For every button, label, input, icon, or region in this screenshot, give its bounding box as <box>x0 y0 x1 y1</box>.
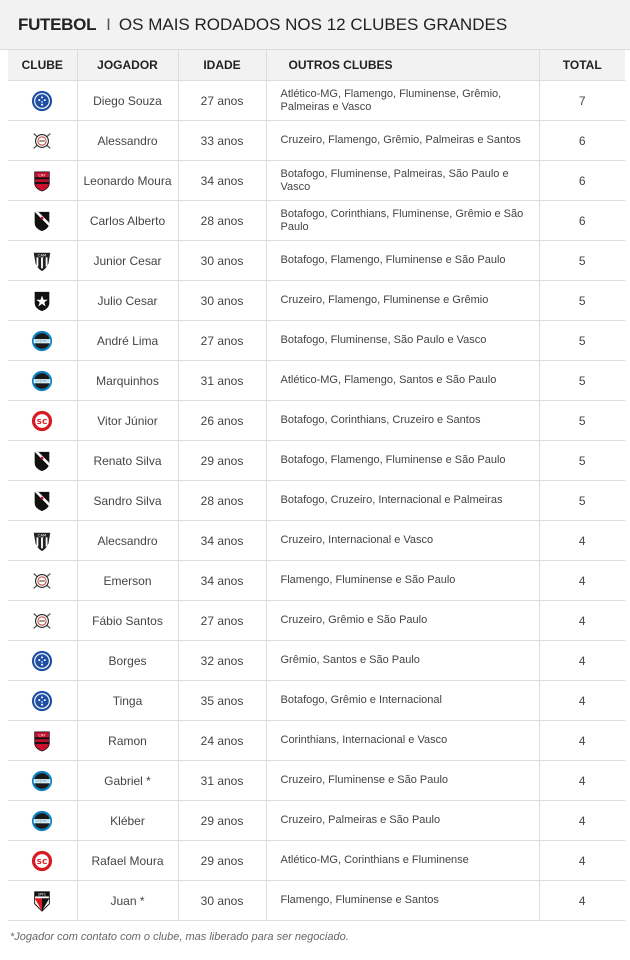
table-body <box>8 81 625 921</box>
table-row <box>8 601 625 641</box>
footnote: *Jogador com contato com o clube, mas liberado para ser negociado. <box>10 931 349 943</box>
gremio-crest-icon <box>31 330 53 352</box>
total-clubs: 4 <box>539 721 625 761</box>
column-header-player: JOGADOR <box>77 50 178 81</box>
table-row <box>8 801 625 841</box>
table-row <box>8 441 625 481</box>
player-age: 27 anos <box>178 601 266 641</box>
internacional-crest-icon <box>31 410 53 432</box>
club-cell <box>8 241 77 281</box>
club-cell <box>8 481 77 521</box>
svg-text:GRÊMIO: GRÊMIO <box>34 339 50 344</box>
gremio-crest-icon <box>31 370 53 392</box>
svg-text:CRF: CRF <box>38 732 46 737</box>
vasco-crest-icon <box>31 450 53 472</box>
club-cell <box>8 201 77 241</box>
players-table <box>8 50 625 921</box>
other-clubs: Atlético-MG, Flamengo, Fluminense, Grêmio, Palmeiras e Vasco <box>266 81 539 121</box>
total-clubs: 4 <box>539 761 625 801</box>
cruzeiro-crest-icon <box>31 90 53 112</box>
club-cell <box>8 441 77 481</box>
table-row <box>8 681 625 721</box>
club-cell <box>8 521 77 561</box>
player-age: 29 anos <box>178 841 266 881</box>
section-label: FUTEBOL <box>18 14 97 34</box>
total-clubs: 5 <box>539 361 625 401</box>
total-clubs: 5 <box>539 441 625 481</box>
player-age: 33 anos <box>178 121 266 161</box>
total-clubs: 5 <box>539 401 625 441</box>
player-name: Julio Cesar <box>77 281 178 321</box>
total-clubs: 5 <box>539 481 625 521</box>
club-cell <box>8 561 77 601</box>
gremio-crest-icon <box>31 770 53 792</box>
total-clubs: 6 <box>539 161 625 201</box>
flamengo-crest-icon <box>31 170 53 192</box>
other-clubs: Cruzeiro, Palmeiras e São Paulo <box>266 801 539 841</box>
total-clubs: 4 <box>539 881 625 921</box>
club-cell <box>8 321 77 361</box>
player-age: 34 anos <box>178 561 266 601</box>
other-clubs: Botafogo, Grêmio e Internacional <box>266 681 539 721</box>
vasco-crest-icon <box>31 210 53 232</box>
table-row <box>8 241 625 281</box>
atletico-mg-crest-icon <box>31 250 53 272</box>
table-row <box>8 761 625 801</box>
table-row <box>8 641 625 681</box>
title-bar <box>0 0 630 50</box>
botafogo-crest-icon <box>31 290 53 312</box>
column-header-club: CLUBE <box>8 50 77 81</box>
club-cell <box>8 601 77 641</box>
total-clubs: 6 <box>539 201 625 241</box>
player-age: 26 anos <box>178 401 266 441</box>
total-clubs: 4 <box>539 521 625 561</box>
table-row <box>8 361 625 401</box>
other-clubs: Flamengo, Fluminense e São Paulo <box>266 561 539 601</box>
player-name: Ramon <box>77 721 178 761</box>
player-age: 34 anos <box>178 161 266 201</box>
player-name: Gabriel * <box>77 761 178 801</box>
total-clubs: 5 <box>539 241 625 281</box>
title-separator: I <box>106 14 111 34</box>
column-header-total: TOTAL <box>539 50 625 81</box>
player-age: 29 anos <box>178 441 266 481</box>
flamengo-crest-icon <box>31 730 53 752</box>
other-clubs: Botafogo, Flamengo, Fluminense e São Paulo <box>266 241 539 281</box>
table-row <box>8 121 625 161</box>
club-cell <box>8 361 77 401</box>
other-clubs: Botafogo, Corinthians, Fluminense, Grêmio e São Paulo <box>266 201 539 241</box>
table-row <box>8 401 625 441</box>
player-age: 28 anos <box>178 201 266 241</box>
other-clubs: Atlético-MG, Flamengo, Santos e São Paulo <box>266 361 539 401</box>
player-name: Carlos Alberto <box>77 201 178 241</box>
player-name: Emerson <box>77 561 178 601</box>
internacional-crest-icon <box>31 850 53 872</box>
player-age: 27 anos <box>178 81 266 121</box>
player-age: 27 anos <box>178 321 266 361</box>
atletico-mg-crest-icon <box>31 530 53 552</box>
svg-text:SC: SC <box>36 416 48 426</box>
corinthians-crest-icon <box>31 610 53 632</box>
page-title: OS MAIS RODADOS NOS 12 CLUBES GRANDES <box>118 14 508 34</box>
club-cell <box>8 881 77 921</box>
club-cell <box>8 681 77 721</box>
player-age: 30 anos <box>178 241 266 281</box>
player-name: Fábio Santos <box>77 601 178 641</box>
player-name: Marquinhos <box>77 361 178 401</box>
club-cell <box>8 161 77 201</box>
club-cell <box>8 121 77 161</box>
total-clubs: 4 <box>539 641 625 681</box>
svg-text:GRÊMIO: GRÊMIO <box>34 819 50 824</box>
cruzeiro-crest-icon <box>31 650 53 672</box>
total-clubs: 5 <box>539 281 625 321</box>
club-cell <box>8 641 77 681</box>
other-clubs: Botafogo, Fluminense, São Paulo e Vasco <box>266 321 539 361</box>
other-clubs: Botafogo, Cruzeiro, Internacional e Palmeiras <box>266 481 539 521</box>
total-clubs: 4 <box>539 561 625 601</box>
total-clubs: 4 <box>539 681 625 721</box>
other-clubs: Cruzeiro, Internacional e Vasco <box>266 521 539 561</box>
player-age: 29 anos <box>178 801 266 841</box>
club-cell <box>8 761 77 801</box>
svg-text:CAM: CAM <box>37 531 47 537</box>
player-name: Junior Cesar <box>77 241 178 281</box>
player-name: Kléber <box>77 801 178 841</box>
other-clubs: Atlético-MG, Corinthians e Fluminense <box>266 841 539 881</box>
other-clubs: Corinthians, Internacional e Vasco <box>266 721 539 761</box>
club-cell <box>8 801 77 841</box>
table-row <box>8 561 625 601</box>
total-clubs: 5 <box>539 321 625 361</box>
player-age: 32 anos <box>178 641 266 681</box>
cruzeiro-crest-icon <box>31 690 53 712</box>
column-header-age: IDADE <box>178 50 266 81</box>
player-age: 24 anos <box>178 721 266 761</box>
table-row <box>8 521 625 561</box>
player-name: Alecsandro <box>77 521 178 561</box>
table-row <box>8 201 625 241</box>
vasco-crest-icon <box>31 490 53 512</box>
table-row <box>8 881 625 921</box>
other-clubs: Cruzeiro, Flamengo, Fluminense e Grêmio <box>266 281 539 321</box>
table-row <box>8 281 625 321</box>
table-header-row <box>8 50 625 81</box>
table-row <box>8 841 625 881</box>
player-name: Tinga <box>77 681 178 721</box>
player-age: 34 anos <box>178 521 266 561</box>
player-name: Juan * <box>77 881 178 921</box>
corinthians-crest-icon <box>31 130 53 152</box>
club-cell <box>8 721 77 761</box>
player-age: 35 anos <box>178 681 266 721</box>
other-clubs: Botafogo, Corinthians, Cruzeiro e Santos <box>266 401 539 441</box>
total-clubs: 4 <box>539 601 625 641</box>
table-row <box>8 321 625 361</box>
column-header-other-clubs: OUTROS CLUBES <box>266 50 539 81</box>
player-name: Vitor Júnior <box>77 401 178 441</box>
total-clubs: 7 <box>539 81 625 121</box>
table-row <box>8 481 625 521</box>
player-age: 30 anos <box>178 881 266 921</box>
player-name: Sandro Silva <box>77 481 178 521</box>
player-name: Renato Silva <box>77 441 178 481</box>
total-clubs: 4 <box>539 841 625 881</box>
svg-text:CAM: CAM <box>37 251 47 257</box>
player-age: 31 anos <box>178 761 266 801</box>
table-row <box>8 161 625 201</box>
gremio-crest-icon <box>31 810 53 832</box>
sao-paulo-crest-icon <box>31 890 53 912</box>
player-age: 30 anos <box>178 281 266 321</box>
total-clubs: 6 <box>539 121 625 161</box>
player-name: André Lima <box>77 321 178 361</box>
table-row <box>8 81 625 121</box>
player-name: Diego Souza <box>77 81 178 121</box>
other-clubs: Botafogo, Fluminense, Palmeiras, São Paulo e Vasco <box>266 161 539 201</box>
svg-text:CRF: CRF <box>38 172 46 177</box>
other-clubs: Cruzeiro, Flamengo, Grêmio, Palmeiras e Santos <box>266 121 539 161</box>
player-name: Alessandro <box>77 121 178 161</box>
corinthians-crest-icon <box>31 570 53 592</box>
player-age: 31 anos <box>178 361 266 401</box>
other-clubs: Grêmio, Santos e São Paulo <box>266 641 539 681</box>
other-clubs: Cruzeiro, Fluminense e São Paulo <box>266 761 539 801</box>
other-clubs: Cruzeiro, Grêmio e São Paulo <box>266 601 539 641</box>
player-name: Borges <box>77 641 178 681</box>
player-name: Rafael Moura <box>77 841 178 881</box>
svg-text:GRÊMIO: GRÊMIO <box>34 379 50 384</box>
club-cell <box>8 841 77 881</box>
other-clubs: Botafogo, Flamengo, Fluminense e São Paulo <box>266 441 539 481</box>
table-row <box>8 721 625 761</box>
club-cell <box>8 281 77 321</box>
svg-text:SPFC: SPFC <box>38 892 47 896</box>
svg-text:GRÊMIO: GRÊMIO <box>34 779 50 784</box>
player-name: Leonardo Moura <box>77 161 178 201</box>
club-cell <box>8 81 77 121</box>
player-age: 28 anos <box>178 481 266 521</box>
other-clubs: Flamengo, Fluminense e Santos <box>266 881 539 921</box>
total-clubs: 4 <box>539 801 625 841</box>
club-cell <box>8 401 77 441</box>
svg-text:SC: SC <box>36 856 48 866</box>
